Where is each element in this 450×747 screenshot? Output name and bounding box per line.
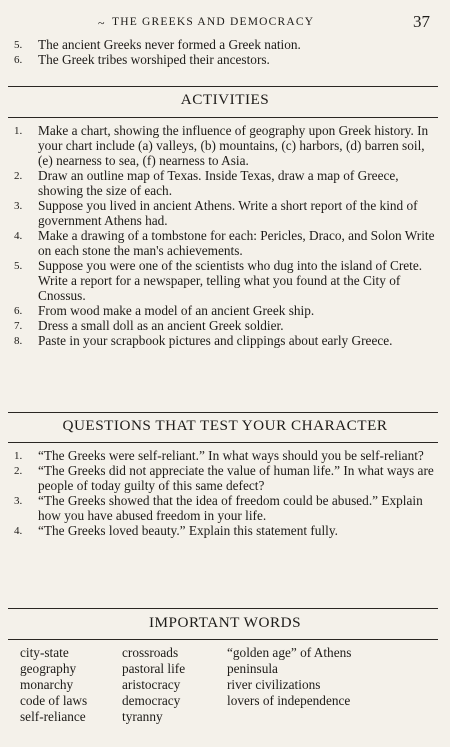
section-divider xyxy=(8,442,438,443)
item-number: 3. xyxy=(14,200,23,212)
questions-heading: QUESTIONS THAT TEST YOUR CHARACTER xyxy=(62,417,388,434)
word-column xyxy=(20,645,122,725)
vocabulary-word: “golden age” of Athens xyxy=(227,645,352,660)
questions-list xyxy=(12,448,438,538)
important-words-heading: IMPORTANT WORDS xyxy=(148,614,302,631)
vocabulary-word: peninsula xyxy=(227,661,278,676)
item-number: 7. xyxy=(14,320,23,332)
activity-item xyxy=(12,123,438,168)
item-number: 1. xyxy=(14,450,23,462)
activity-item xyxy=(12,258,438,303)
item-number: 2. xyxy=(14,465,23,477)
previous-list-continuation xyxy=(12,37,438,67)
item-number: 4. xyxy=(14,525,23,537)
activity-item xyxy=(12,303,438,318)
header-ornament: ~ xyxy=(98,16,105,30)
item-number: 6. xyxy=(14,305,23,317)
vocabulary-word: tyranny xyxy=(122,709,163,724)
vocabulary-word: pastoral life xyxy=(122,661,186,676)
question-item xyxy=(12,523,438,538)
question-item xyxy=(12,463,438,493)
item-text: Dress a small doll as an ancient Greek soldier. xyxy=(38,318,284,333)
item-text: “The Greeks were self-reliant.” In what ways should you be self-reliant? xyxy=(38,448,424,463)
running-head xyxy=(70,12,430,32)
vocabulary-word: city-state xyxy=(20,645,69,660)
activity-item xyxy=(12,228,438,258)
list-item xyxy=(12,37,438,52)
activities-list xyxy=(12,123,438,348)
item-text: The Greek tribes worshiped their ancestors. xyxy=(38,52,270,67)
vocabulary-word: river civilizations xyxy=(227,677,321,692)
item-text: Draw an outline map of Texas. Inside Texas, draw a map of Greece, showing the size of each. xyxy=(38,168,399,198)
section-divider xyxy=(8,86,438,87)
item-text: The ancient Greeks never formed a Greek nation. xyxy=(38,37,301,52)
vocabulary-word: aristocracy xyxy=(122,677,181,692)
vocabulary-word: code of laws xyxy=(20,693,88,708)
item-number: 3. xyxy=(14,495,23,507)
section-divider xyxy=(8,608,438,609)
word-column xyxy=(122,645,227,725)
section-divider xyxy=(8,117,438,118)
running-title: THE GREEKS AND DEMOCRACY xyxy=(112,16,315,28)
section-divider xyxy=(8,639,438,640)
question-item xyxy=(12,448,438,463)
question-item xyxy=(12,493,438,523)
activity-item xyxy=(12,198,438,228)
important-words-list xyxy=(20,645,440,725)
item-number: 5. xyxy=(14,260,23,272)
activity-item xyxy=(12,168,438,198)
activity-item xyxy=(12,333,438,348)
vocabulary-word: monarchy xyxy=(20,677,74,692)
section-divider xyxy=(8,412,438,413)
vocabulary-word: geography xyxy=(20,661,77,676)
page-number: 37 xyxy=(413,12,430,31)
vocabulary-word: democracy xyxy=(122,693,181,708)
item-number: 8. xyxy=(14,335,23,347)
item-text: “The Greeks showed that the idea of freedom could be abused.” Explain how you have abused freedom in your life. xyxy=(38,493,423,523)
item-text: Suppose you were one of the scientists who dug into the island of Crete. Write a report for a newspaper, telling what you found at the City of Cnossus. xyxy=(38,258,423,303)
item-text: “The Greeks did not appreciate the value of human life.” In what ways are people of today guilty of this same defect? xyxy=(38,463,434,493)
item-text: From wood make a model of an ancient Greek ship. xyxy=(38,303,315,318)
list-item xyxy=(12,52,438,67)
item-text: Paste in your scrapbook pictures and clippings about early Greece. xyxy=(38,333,393,348)
item-text: Suppose you lived in ancient Athens. Write a short report of the kind of government Athens had. xyxy=(38,198,418,228)
item-number: 1. xyxy=(14,125,23,137)
word-column xyxy=(227,645,440,725)
item-text: Make a chart, showing the influence of geography upon Greek history. In your chart include (a) valleys, (b) mountains, (c) harbors, (d) barren soil, (e) nearness to sea, (f) nearness to Asia. xyxy=(38,123,429,168)
item-number: 2. xyxy=(14,170,23,182)
item-text: “The Greeks loved beauty.” Explain this statement fully. xyxy=(38,523,338,538)
item-text: Make a drawing of a tombstone for each: Pericles, Draco, and Solon Write on each stone the man's achievements. xyxy=(38,228,435,258)
activities-heading: ACTIVITIES xyxy=(180,91,270,108)
item-number: 6. xyxy=(14,54,23,66)
item-number: 4. xyxy=(14,230,23,242)
vocabulary-word: crossroads xyxy=(122,645,179,660)
item-number: 5. xyxy=(14,39,23,51)
vocabulary-word: lovers of independence xyxy=(227,693,351,708)
activity-item xyxy=(12,318,438,333)
vocabulary-word: self-reliance xyxy=(20,709,86,724)
